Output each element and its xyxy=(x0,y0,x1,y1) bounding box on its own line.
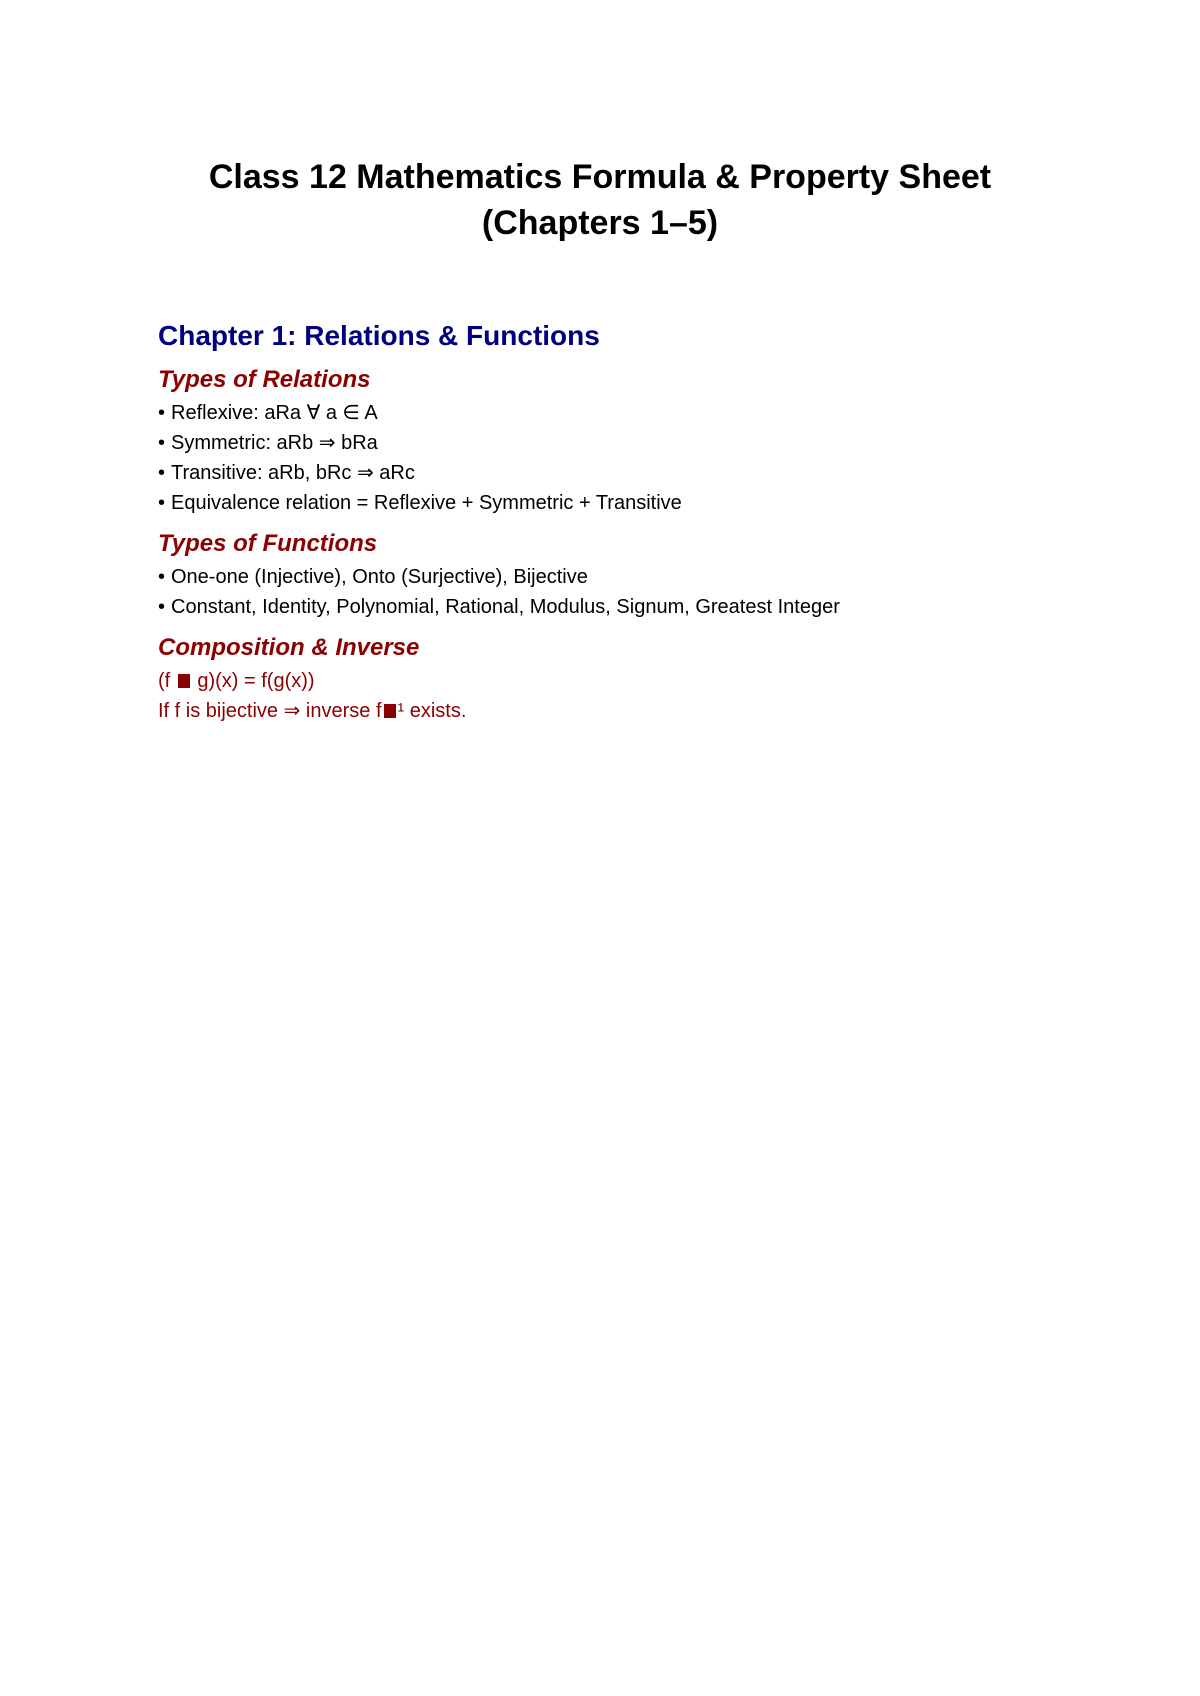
document-title-line-1: Class 12 Mathematics Formula & Property Sheet xyxy=(208,158,992,196)
inverse-note: If f is bijective ⇒ inverse f ¹ exists. xyxy=(158,700,467,722)
function-item: • One-one (Injective), Onto (Surjective), Bijective xyxy=(158,562,1118,592)
composition-section xyxy=(158,632,1118,726)
relation-item: • Reflexive: aRa ∀ a ∈ A xyxy=(158,398,1118,428)
relation-item: • Equivalence relation = Reflexive + Symmetric + Transitive xyxy=(158,488,1118,518)
missing-glyph-icon xyxy=(178,674,190,688)
functions-section xyxy=(158,528,1118,622)
composition-formula: (f g)(x) = f(g(x)) xyxy=(158,670,315,692)
document-title xyxy=(0,154,1200,246)
composition-heading: Composition & Inverse xyxy=(158,634,420,661)
chapter-1-heading: Chapter 1: Relations & Functions xyxy=(158,320,600,351)
bullet-glyph: • xyxy=(158,492,166,514)
chapter-1-content xyxy=(158,318,1118,736)
functions-heading: Types of Functions xyxy=(158,530,378,557)
relations-heading: Types of Relations xyxy=(158,366,371,393)
document-title-line-2: (Chapters 1–5) xyxy=(481,204,719,242)
bullet-glyph: • xyxy=(158,596,166,618)
missing-glyph-icon xyxy=(384,704,396,718)
relations-section xyxy=(158,364,1118,518)
relation-item: • Symmetric: aRb ⇒ bRa xyxy=(158,428,1118,458)
bullet-glyph: • xyxy=(158,432,166,454)
relation-item: • Transitive: aRb, bRc ⇒ aRc xyxy=(158,458,1118,488)
function-item: • Constant, Identity, Polynomial, Rational, Modulus, Signum, Greatest Integer xyxy=(158,592,1118,622)
bullet-glyph: • xyxy=(158,402,166,424)
bullet-glyph: • xyxy=(158,462,166,484)
bullet-glyph: • xyxy=(158,566,166,588)
